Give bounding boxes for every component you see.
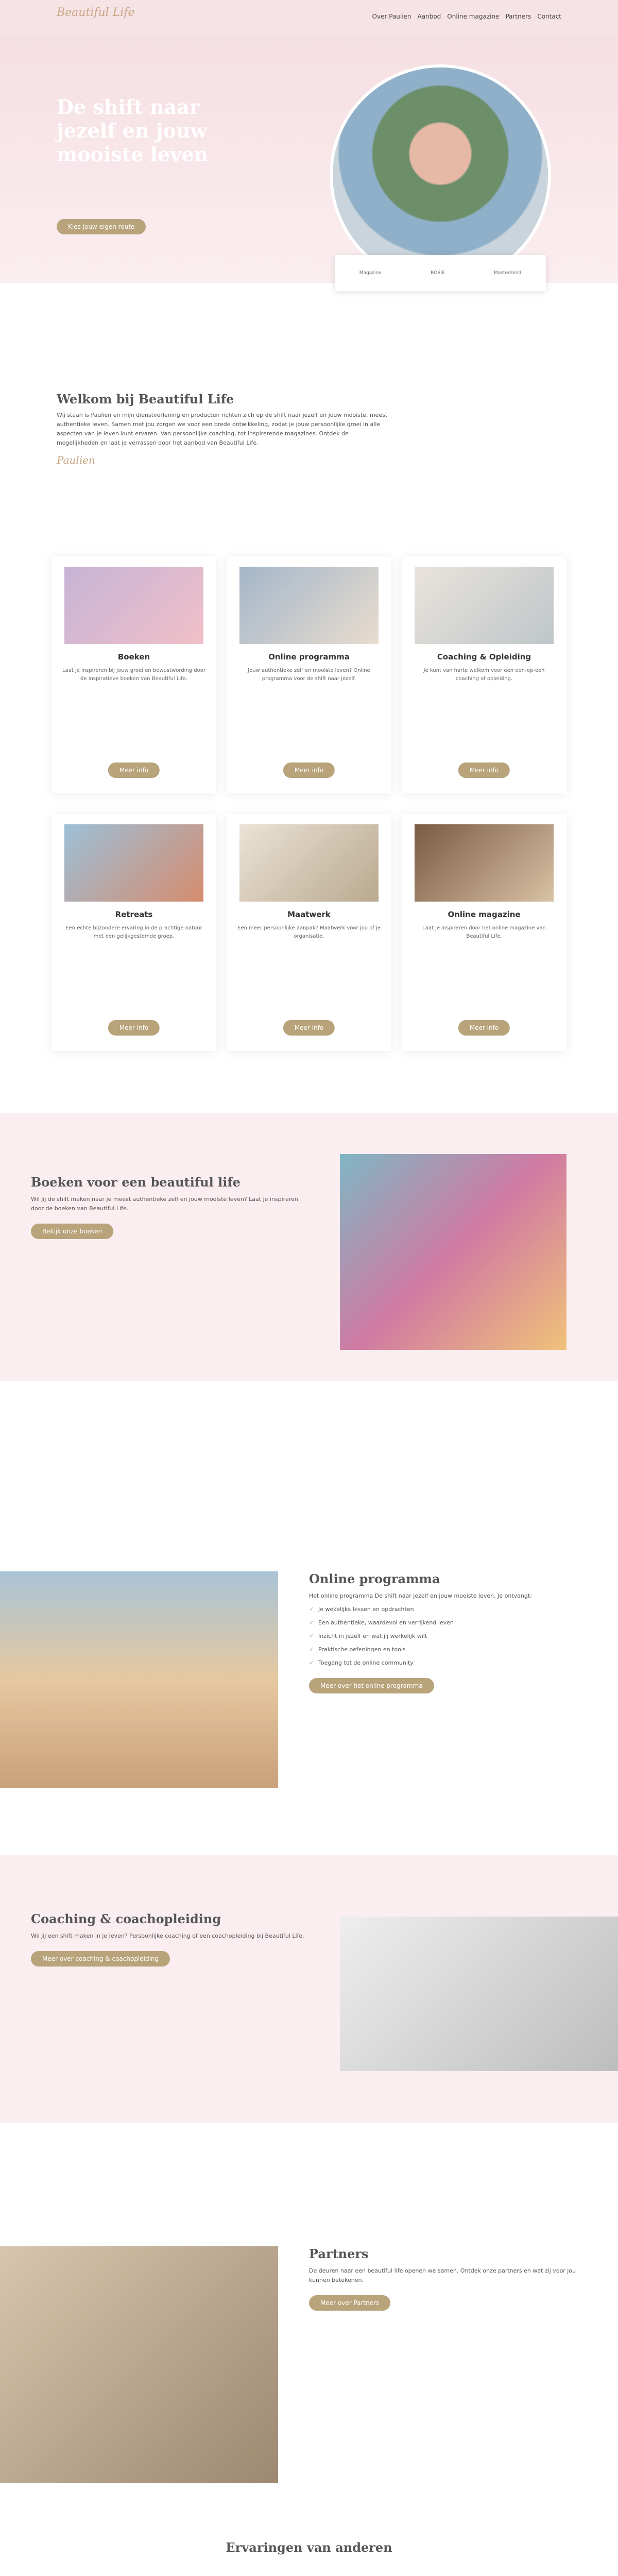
hero-title: De shift naar jezelf en jouw mooiste leven	[57, 95, 209, 166]
card-title: Online programma	[268, 652, 350, 662]
program-checklist	[309, 1605, 577, 1668]
card-title: Coaching & Opleiding	[437, 652, 531, 662]
media-logo: Mastermind	[493, 270, 522, 276]
card-text: Een echte bijzondere ervaring in de prachtige natuur met een gelijkgestemde groep.	[65, 925, 202, 939]
partners-section	[0, 2246, 618, 2483]
card-image	[415, 824, 554, 902]
card-button[interactable]: Meer info	[108, 762, 160, 778]
card-button[interactable]: Meer info	[458, 1020, 510, 1036]
partners-title: Partners	[309, 2246, 369, 2261]
coaching-button[interactable]: Meer over coaching & coachopleiding	[31, 1951, 170, 1967]
media-logo: ROSIE	[431, 270, 445, 276]
checklist-item: ✓ Een authentieke, waardevol en verrijkend leven	[309, 1618, 577, 1628]
nav-aanbod[interactable]: Aanbod	[417, 13, 441, 20]
coaching-image	[340, 1917, 618, 2071]
coaching-section	[0, 1855, 618, 2123]
books-text: Wil jij de shift maken naar je meest authentieke zelf en jouw mooiste leven? Laat je inspireren door de boeken van Beautiful Life.	[31, 1196, 298, 1212]
books-section	[0, 1113, 618, 1381]
card-title: Boeken	[117, 652, 150, 662]
media-logo-bar	[335, 255, 546, 291]
card-button[interactable]: Meer info	[283, 762, 335, 778]
site-logo[interactable]: Beautiful Life	[57, 6, 135, 19]
card-image	[64, 824, 203, 902]
checklist-item: ✓ Inzicht in jezelf en wat jij werkelijk wilt	[309, 1632, 577, 1641]
nav-contact[interactable]: Contact	[537, 13, 561, 20]
books-title: Boeken voor een beautiful life	[31, 1175, 241, 1190]
checklist-item: ✓ Toegang tot de online community	[309, 1658, 577, 1668]
program-section	[0, 1561, 618, 1808]
site-header	[0, 0, 618, 36]
card-title: Retreats	[115, 910, 153, 919]
coaching-text: Wil jij een shift maken in je leven? Persoonlijke coaching of een coachopleiding bij Beautiful Life.	[31, 1933, 304, 1939]
card-title: Online magazine	[448, 910, 521, 919]
partners-button[interactable]: Meer over Partners	[309, 2295, 390, 2311]
card-button[interactable]: Meer info	[108, 1020, 160, 1036]
hero-cta-button[interactable]: Kies jouw eigen route	[57, 219, 146, 234]
reviews-title: Ervaringen van anderen	[226, 2540, 392, 2555]
program-button[interactable]: Meer over het online programma	[309, 1678, 434, 1693]
card-button[interactable]: Meer info	[458, 762, 510, 778]
partners-text: De deuren naar een beautiful life openen we samen. Ontdek onze partners en wat zij voor jou kunnen betekenen.	[309, 2267, 576, 2283]
card-text: Jouw authentieke zelf en mooiste leven? Online programma voor de shift naar jezelf.	[248, 668, 370, 682]
hero-portrait-photo	[330, 64, 551, 286]
card-text: Een meer persoonlijke aanpak? Maatwerk voor jou of je organisatie.	[237, 925, 381, 939]
card-online-magazine	[402, 814, 566, 1051]
books-image	[340, 1154, 566, 1350]
offer-cards	[52, 556, 566, 1051]
card-button[interactable]: Meer info	[283, 1020, 335, 1036]
card-text: Laat je inspireren bij jouw groei en bewustwording door de inspiratieve boeken van Beautiful Life.	[62, 668, 205, 682]
nav-partners[interactable]: Partners	[505, 13, 531, 20]
card-retreats	[52, 814, 216, 1051]
card-coaching	[402, 556, 566, 793]
card-image	[239, 824, 379, 902]
reviews-section	[0, 2540, 618, 2576]
checklist-item: ✓ Praktische oefeningen en tools	[309, 1645, 577, 1654]
welcome-section	[57, 392, 391, 466]
card-maatwerk	[227, 814, 391, 1051]
card-boeken	[52, 556, 216, 793]
card-text: Laat je inspireren door het online magazine van Beautiful Life.	[422, 925, 546, 939]
card-title: Maatwerk	[287, 910, 331, 919]
welcome-title: Welkom bij Beautiful Life	[57, 392, 234, 406]
hero-section	[0, 36, 618, 283]
main-nav	[372, 13, 561, 20]
card-image	[239, 567, 379, 644]
card-text: Je kunt van harte welkom voor een een-op-een coaching of opleiding.	[423, 668, 545, 682]
card-image	[415, 567, 554, 644]
nav-over-paulien[interactable]: Over Paulien	[372, 13, 411, 20]
media-logo: Magazine	[359, 270, 382, 276]
card-image	[64, 567, 203, 644]
checklist-item: ✓ Je wekelijks lessen en opdrachten	[309, 1605, 577, 1614]
card-online-programma	[227, 556, 391, 793]
program-title: Online programma	[309, 1571, 440, 1586]
nav-online-magazine[interactable]: Online magazine	[447, 13, 500, 20]
books-button[interactable]: Bekijk onze boeken	[31, 1224, 113, 1239]
partners-image	[0, 2246, 278, 2483]
program-image	[0, 1571, 278, 1788]
signature: Paulien	[57, 454, 95, 466]
program-text: Het online programma De shift naar jezelf en jouw mooiste leven. Je ontvangt:	[309, 1592, 532, 1599]
coaching-title: Coaching & coachopleiding	[31, 1911, 221, 1926]
welcome-text: Wij staan is Paulien en mijn dienstverlening en producten richten zich op de shift naar jezelf en jouw mooiste, meest authentieke leven. Samen met jou zorgen we voor een brede ontwikkeling, zodat je jouw persoonlijke groei in alle aspecten van je leven kunt ervaren. Van persoonlijke coaching, tot inspirerende magazines. Ontdek de mogelijkheden en laat je verrassen door het aanbod van Beautiful Life.	[57, 412, 388, 446]
